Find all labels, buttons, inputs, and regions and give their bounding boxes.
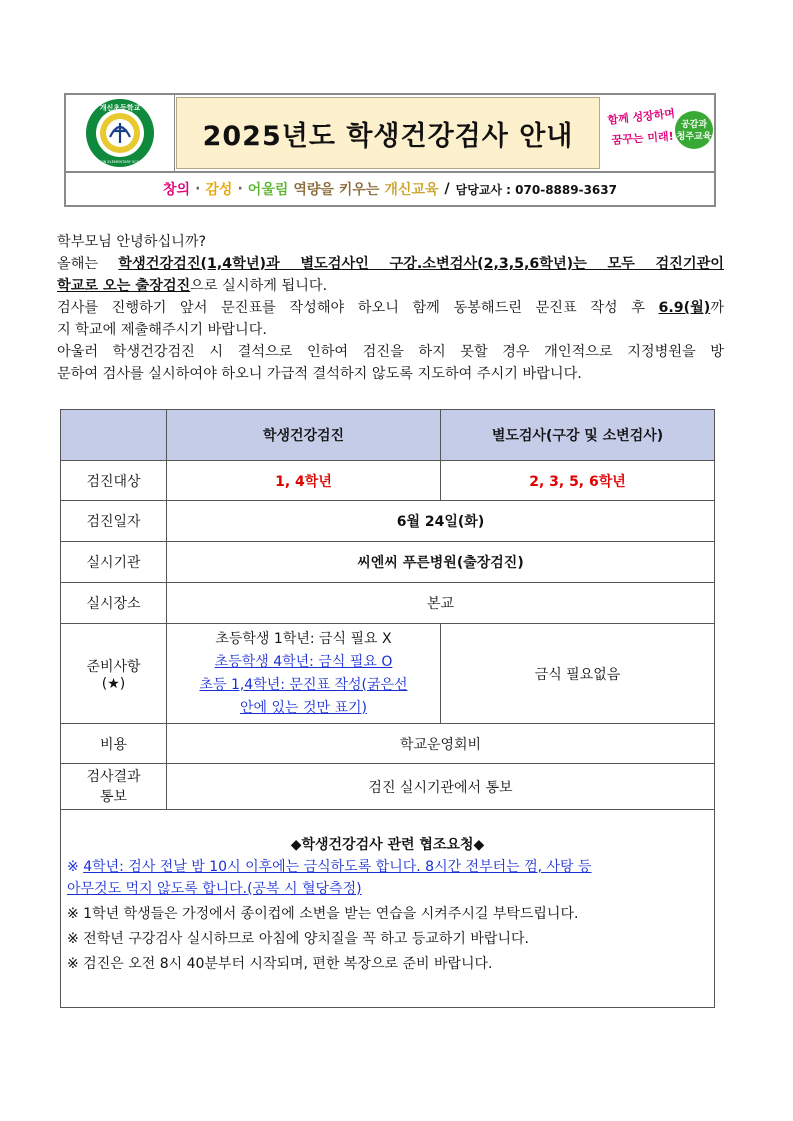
motto-sensibility: 감성 xyxy=(205,182,233,198)
slogan-line-2: 꿈꾸는 미래! xyxy=(611,129,675,147)
motto-row xyxy=(66,173,714,205)
intro-line-3-rest: 으로 실시하게 됩니다. xyxy=(190,278,328,294)
table-row xyxy=(61,764,715,810)
row-label-org: 실시기관 xyxy=(61,542,167,583)
note-fasting-mark: ※ xyxy=(67,859,84,875)
intro-line-5: 지 학교에 제출해주시기 바랍니다. xyxy=(57,322,267,338)
target-extra-test: 2, 3, 5, 6학년 xyxy=(441,461,715,501)
target-checkup: 1, 4학년 xyxy=(167,461,441,501)
header-box xyxy=(64,93,716,207)
motto-school: 개신교육 xyxy=(384,182,439,198)
slogan-badge-icon xyxy=(604,100,714,166)
submission-deadline: 6.9(월) xyxy=(658,300,711,316)
row-label-cost: 비용 xyxy=(61,724,167,764)
prep-extra-test: 금식 필요없음 xyxy=(441,624,715,724)
intro-line-7: 문하여 검사를 실시하여야 하오니 가급적 결석하지 않도록 지도하여 주시기 바랍니다. xyxy=(57,366,582,382)
school-emblem-icon xyxy=(84,97,156,169)
result-notice: 검진 실시기관에서 통보 xyxy=(167,764,715,810)
notes-body xyxy=(61,856,714,975)
intro-line-4 xyxy=(57,297,724,319)
slogan-badge-line-1: 공감과 xyxy=(680,120,708,130)
row-label-date: 검진일자 xyxy=(61,501,167,542)
slogan-logo xyxy=(602,95,716,171)
page-title: 2025년도 학생건강검사 안내 xyxy=(176,97,600,169)
prep-label-text: 준비사항 xyxy=(86,658,141,675)
intro-text xyxy=(57,231,724,385)
intro-line-6: 아울러 학생건강검진 시 결석으로 인하여 검진을 하지 못할 경우 개인적으로 지정병원을 방 xyxy=(57,344,724,360)
result-label-1: 검사결과 xyxy=(86,768,141,785)
intro-line-2-emphasis: 학생건강검진(1,4학년)과 별도검사인 구강.소변검사(2,3,5,6학년)는 모두 검진기관이 xyxy=(118,256,724,272)
logo-text: 개신초등학교 xyxy=(99,104,141,112)
intro-line-3 xyxy=(57,275,724,297)
intro-line-2 xyxy=(57,253,724,275)
motto-separator: / xyxy=(444,181,450,197)
intro-line-3-emphasis: 학교로 오는 출장검진 xyxy=(57,278,191,294)
prep-grade4: 초등학생 4학년: 금식 필요 O xyxy=(214,653,393,670)
prep-star: (★) xyxy=(101,675,126,692)
prep-grade1: 초등학생 1학년: 금식 필요 X xyxy=(215,630,392,647)
slogan-line-1: 함께 성장하며 xyxy=(606,106,676,127)
note-fasting-line-1: 4학년: 검사 전날 밤 10시 이후에는 금식하도록 합니다. 8시간 전부터는 껌, 사탕 등 xyxy=(83,859,592,875)
intro-line-2-lead: 올해는 xyxy=(57,256,119,272)
checkup-place: 본교 xyxy=(167,583,715,624)
row-label-place: 실시장소 xyxy=(61,583,167,624)
table-row xyxy=(61,461,715,501)
motto-creativity: 창의 xyxy=(163,182,191,198)
school-logo xyxy=(66,95,175,171)
slogan-badge-line-2: 청주교육 xyxy=(676,132,712,142)
greeting: 학부모님 안녕하십니까? xyxy=(57,234,207,250)
result-label-2: 통보 xyxy=(99,788,128,805)
intro-line-4-tail: 까 xyxy=(710,300,724,316)
note-start-time: ※ 검진은 오전 8시 40분부터 시작되며, 편한 복장으로 준비 바랍니다. xyxy=(67,956,493,972)
motto-competency: 역량을 키우는 xyxy=(293,182,380,198)
logo-subtext: GAESIN ELEMENTARY SCHOOL xyxy=(92,160,148,164)
motto-dot: · xyxy=(237,181,243,197)
row-label-target: 검진대상 xyxy=(61,461,167,501)
cooperation-notes xyxy=(60,808,715,1008)
checkup-date: 6월 24일(화) xyxy=(167,501,715,542)
checkup-org: 씨엔씨 푸른병원(출장검진) xyxy=(167,542,715,583)
motto-dot: · xyxy=(195,181,201,197)
prep-questionnaire-note: 안에 있는 것만 표기) xyxy=(239,699,367,716)
motto-harmony: 어울림 xyxy=(247,182,289,198)
row-label-prep xyxy=(61,624,167,724)
note-oral-check: ※ 전학년 구강검사 실시하므로 아침에 양치질을 꼭 하고 등교하기 바랍니다. xyxy=(67,931,529,947)
header-top-row xyxy=(66,95,714,173)
note-urine-practice: ※ 1학년 학생들은 가정에서 종이컵에 소변을 받는 연습을 시켜주시길 부탁드립니다. xyxy=(67,906,579,922)
prep-questionnaire: 초등 1,4학년: 문진표 작성(굵은선 xyxy=(199,676,408,693)
table-header-blank xyxy=(61,410,167,461)
intro-line-4-lead: 검사를 진행하기 앞서 문진표를 작성해야 하오니 함께 동봉해드린 문진표 작성 후 xyxy=(57,300,659,316)
note-fasting-line-2: 아무것도 먹지 않도록 합니다.(공복 시 혈당측정) xyxy=(67,881,362,897)
col-header-checkup: 학생건강검진 xyxy=(167,410,441,461)
table-row xyxy=(61,501,715,542)
teacher-phone: 담당교사 : 070-8889-3637 xyxy=(455,182,617,197)
note-fasting xyxy=(67,856,708,900)
table-row xyxy=(61,542,715,583)
table-header-row xyxy=(61,410,715,461)
notes-title: ◆학생건강검사 관련 협조요청◆ xyxy=(290,837,485,853)
checkup-cost: 학교운영회비 xyxy=(167,724,715,764)
table-row xyxy=(61,583,715,624)
table-row xyxy=(61,624,715,724)
col-header-extra-test: 별도검사(구강 및 소변검사) xyxy=(441,410,715,461)
checkup-table xyxy=(60,409,715,810)
prep-checkup xyxy=(167,624,441,724)
table-row xyxy=(61,724,715,764)
row-label-result xyxy=(61,764,167,810)
